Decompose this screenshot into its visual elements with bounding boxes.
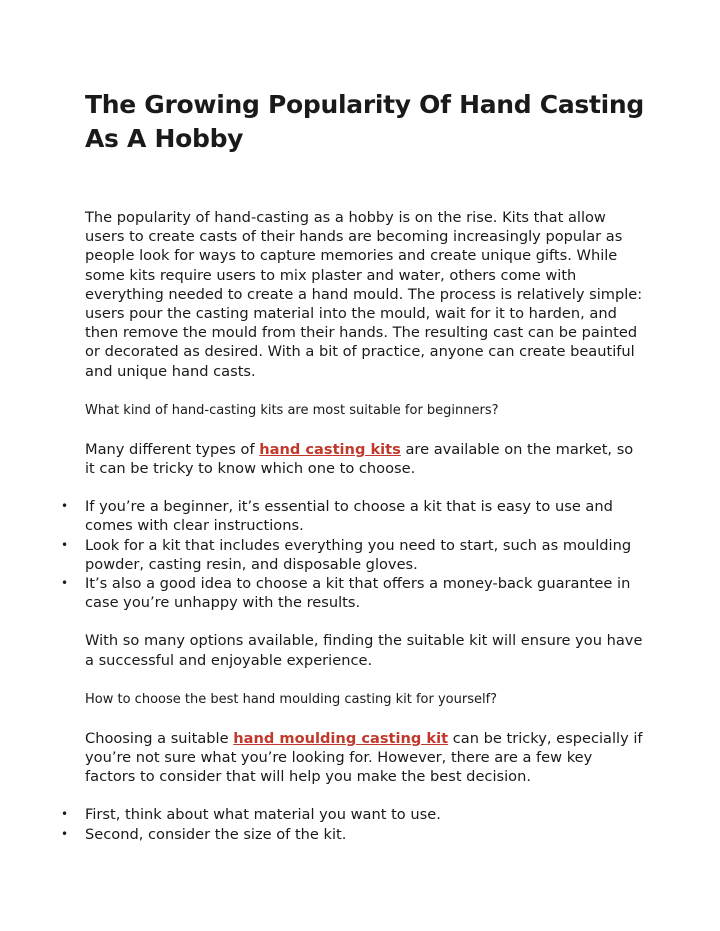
bullet-icon: • — [61, 576, 69, 591]
bullet-icon: • — [61, 499, 69, 514]
hand-moulding-casting-kit-link[interactable]: hand moulding casting kit — [233, 729, 449, 747]
question-heading-choose: How to choose the best hand moulding casting kit for yourself? — [85, 691, 498, 707]
factors-list — [61, 805, 645, 843]
article — [61, 88, 645, 844]
choosing-paragraph — [85, 729, 645, 787]
bullet-icon: • — [61, 826, 69, 841]
bullet-icon: • — [61, 537, 69, 552]
options-paragraph: With so many options available, finding the suitable kit will ensure you have a successful and enjoyable experience. — [85, 632, 643, 669]
intro-paragraph: The popularity of hand-casting as a hobby is on the rise. Kits that allow users to create casts of their hands are becoming increasingly popular as people look for ways to capture memories and create unique gifts. While some kits require users to mix plaster and water, others come with everything needed to create a hand mould. The process is relatively simple: users pour the casting material into the mould, wait for it to harden, and then remove the mould from their hands. The resulting cast can be painted or decorated as desired. With a bit of practice, anyone can create beautiful and unique hand casts. — [85, 209, 643, 380]
kits-paragraph-after: are available on the market, so it can be tricky to know which one to choose. — [85, 440, 634, 478]
choosing-paragraph-before: Choosing a suitable — [85, 729, 234, 747]
list-item-text: Look for a kit that includes everything you need to start, such as moulding powder, casting resin, and disposable gloves. — [85, 536, 632, 573]
question-heading-beginners: What kind of hand-casting kits are most suitable for beginners? — [85, 402, 499, 418]
choosing-paragraph-after: can be tricky, especially if you’re not sure what you’re looking for. However, there are a few key factors to consider that will help you make the best decision. — [85, 729, 643, 786]
list-item-text: Second, consider the size of the kit. — [85, 825, 347, 843]
list-item — [61, 497, 645, 535]
list-item — [61, 574, 645, 612]
article-title: The Growing Popularity Of Hand Casting As A Hobby — [85, 90, 645, 153]
list-item-text: It’s also a good idea to choose a kit that offers a money-back guarantee in case you’re unhappy with the results. — [85, 575, 631, 612]
list-item — [61, 805, 645, 824]
beginner-tips-list — [61, 497, 645, 612]
list-item — [61, 536, 645, 574]
kits-paragraph — [85, 440, 645, 478]
hand-casting-kits-link[interactable]: hand casting kits — [259, 440, 401, 458]
list-item-text: If you’re a beginner, it’s essential to choose a kit that is easy to use and comes with clear instructions. — [85, 498, 613, 535]
kits-paragraph-before: Many different types of — [85, 440, 260, 458]
list-item — [61, 825, 645, 844]
list-item-text: First, think about what material you want to use. — [85, 806, 441, 824]
bullet-icon: • — [61, 807, 69, 822]
